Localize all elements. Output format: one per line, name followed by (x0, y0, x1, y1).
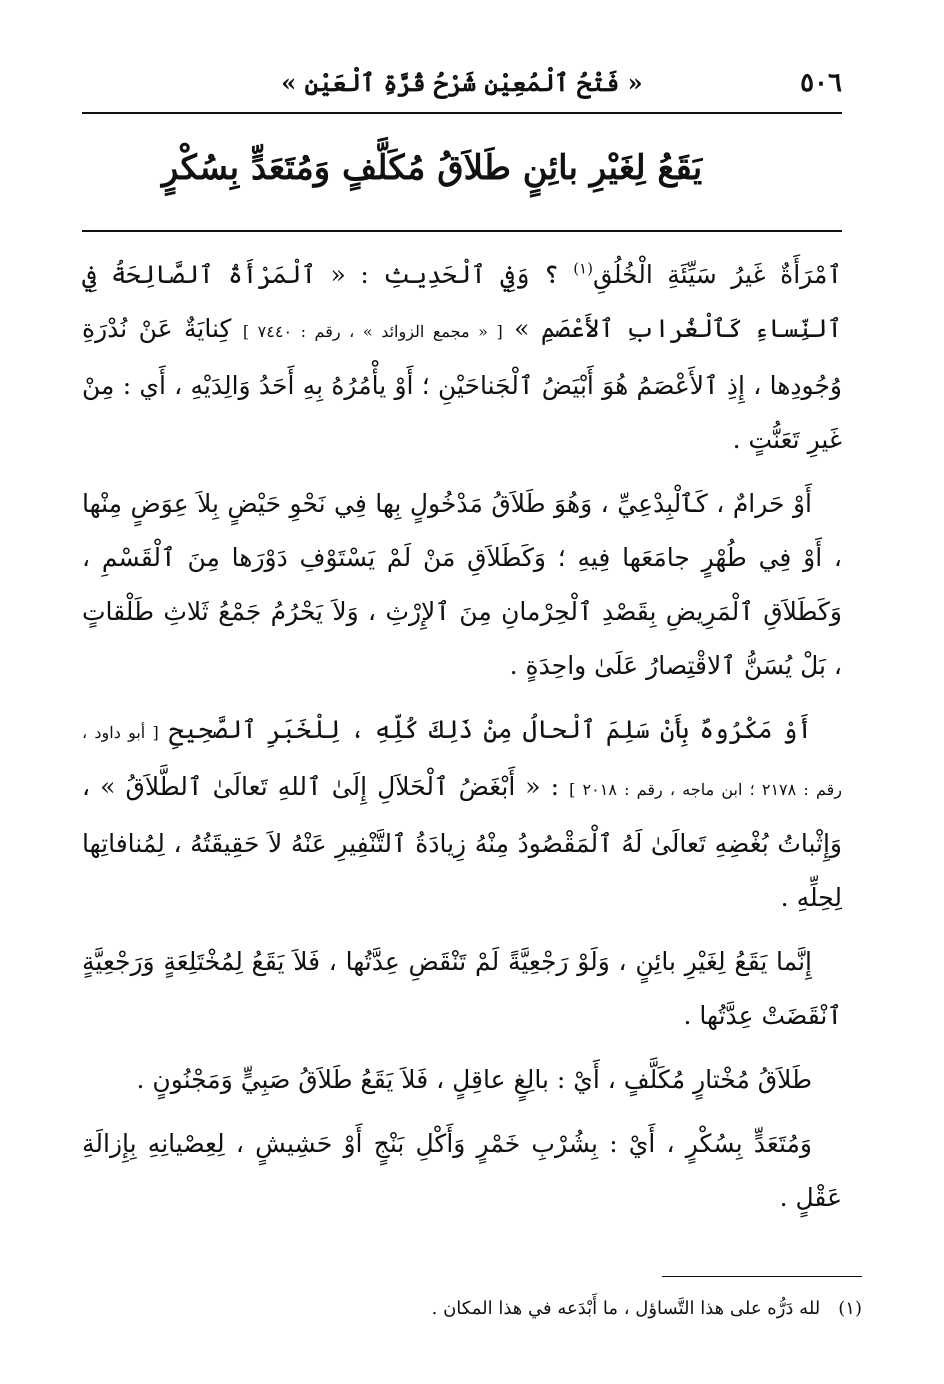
paragraph-4: إِنَّما يَقَعُ لِغَيْرِ بائِنٍ ، وَلَوْ رَجْعِيَّةً لَمْ تَنْقَضِ عِدَّتُها ، فَلاَ يَقَعُ لِمُخْتَلِعَةٍ وَرَجْعِيَّةٍ ٱنْقَضَتْ عِدَّتُها . (82, 947, 842, 1030)
paragraph-6: وَمُتَعَدٍّ بِسُكْرٍ ، أَيْ : بِشُرْبِ خَمْرٍ وَأَكْلِ بَنْجٍ أَوْ حَشِيشٍ ، لِعِصْيانِهِ بِإِزالَةِ عَقْلٍ . (82, 1129, 842, 1212)
paragraph-3 (82, 703, 842, 925)
p1-rest: كِنايَةٌ عَنْ نُدْرَةِ وُجُودِها ، إِذِ ٱلأَعْصَمُ هُوَ أَبْيَضُ ٱلْجَناحَيْنِ ؛ أَوْ يأْمُرُهُ بِهِ أَحَدُ وَالِدَيْهِ ، أَي : مِنْ غَيرِ تَعَنُّتٍ . (82, 314, 842, 454)
footnote-separator (662, 1276, 862, 1277)
footnote-mark: (١) (838, 1298, 862, 1319)
p1-reference: [ « مجمع الزوائد » ، رقم : ٧٤٤٠ ] (242, 322, 503, 341)
commentary-body (82, 248, 842, 1235)
running-title: « فَتْحُ ٱلْمُعِيْنِ شَرْحُ قُرَّةِ ٱلْعَيْنِ » (281, 68, 643, 97)
paragraph-1 (82, 248, 842, 467)
p1-before-note: ٱمْرَأَةٌ غَيرُ سَيِّئَةِ الْخُلُقِ (592, 260, 842, 289)
paragraph-2: أَوْ حَرامٌ ، كَٱلْبِدْعِيِّ ، وَهُوَ طَلاَقُ مَدْخُولٍ بِها فِي نَحْوِ حَيْضٍ بِلاَ عِوَضٍ مِنْها ، أَوْ فِي طُهْرٍ جامَعَها فِيهِ ؛ وَكَطَلاَقِ مَنْ لَمْ يَسْتَوْفِ دَوْرَها مِنَ ٱلْقَسْمِ ، وَكَطَلاَقِ ٱلْمَرِيضِ بِقَصْدِ ٱلْحِرْمانِ مِنَ ٱلإِرْثِ ، وَلاَ يَحْرُمُ جَمْعُ ثَلاثِ طَلْقاتٍ ، بَلْ يُسَنُّ ٱلاقْتِصارُ عَلَىٰ واحِدَةٍ . (82, 489, 842, 680)
p3-reference: [ أبو داود ، رقم : ٢١٧٨ ؛ ابن ماجه ، رقم : ٢٠١٨ ] (82, 723, 843, 799)
p3-text-1: أَوْ مَكْرُوهٌ بِأَنْ سَلِمَ ٱلْحالُ مِنْ ذَلِكَ كُلِّهِ ، لِلْخَبَرِ ٱلصَّحِيحِ (158, 715, 812, 744)
p3-text-2: : « أَبْغَضُ ٱلْحَلاَلِ إِلَىٰ ٱللهِ تَعالَىٰ ٱلطَّلاَقُ » ، وَإِثْباتُ بُغْضِهِ تَعالَىٰ لَهُ ٱلْمَقْصُودُ مِنْهُ زِيادَةُ ٱلتَّنْفِيرِ عَنْهُ لاَ حَقِيقَتُهُ ، لِمُنافاتِها لِحِلِّهِ . (82, 772, 842, 912)
footnote-ref-mark: (١) (573, 259, 593, 278)
page-header (82, 62, 842, 114)
p1-hadith: ؟ وَفِي ٱلْحَدِيثِ : « ٱلْمَرْأَةُ ٱلصَّالِحَةُ فِي ٱلنِّساءِ كَٱلْغُرابِ ٱلأَعْصَمِ » (82, 260, 842, 343)
page-number: ٥٠٦ (800, 68, 842, 98)
matn-text: يَقَعُ لِغَيْرِ بائِنٍ طَلاَقُ مُكَلَّفٍ وَمُتَعَدٍّ بِسُكْرٍ (161, 148, 703, 188)
matn-divider (82, 230, 842, 232)
footnote-text: لله دَرُّه على هذا التَّساؤل ، ما أَبْدَعه في هذا المكان . (431, 1298, 821, 1319)
paragraph-5: طَلاَقُ مُخْتارٍ مُكَلَّفٍ ، أَيْ : بالِغٍ عاقِلٍ ، فَلاَ يَقَعُ طَلاَقُ صَبِيٍّ وَمَجْنُونٍ . (136, 1065, 812, 1094)
footnote (162, 1294, 862, 1324)
